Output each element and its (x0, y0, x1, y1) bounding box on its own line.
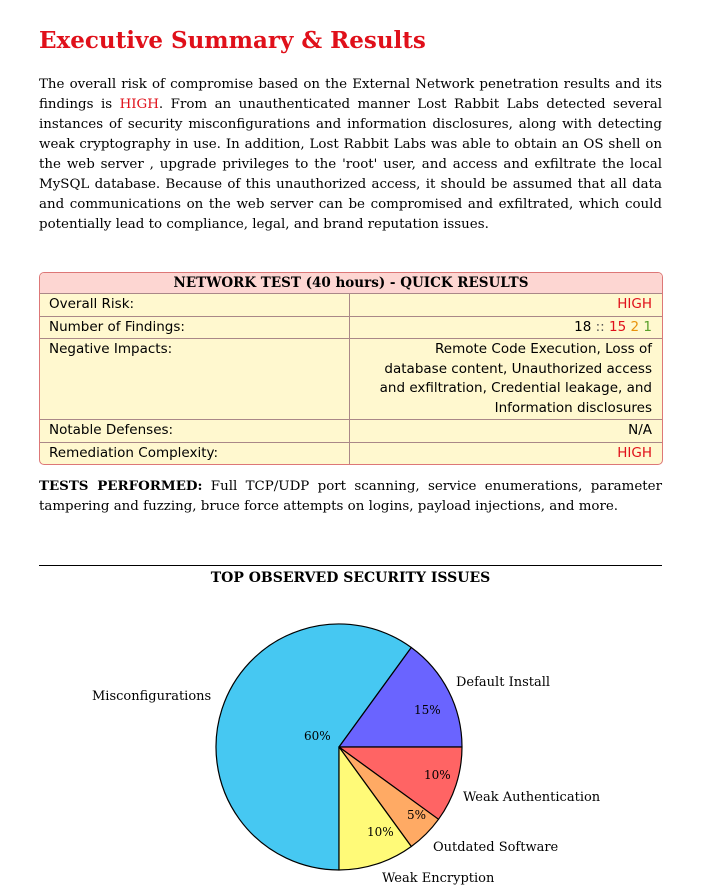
pie-percent-label: 10% (367, 825, 394, 839)
findings-low: 1 (643, 318, 652, 335)
findings-total: 18 (574, 318, 592, 335)
findings-medium: 2 (630, 318, 640, 335)
impacts-label: Negative Impacts: (40, 339, 350, 419)
pie-category-label: Default Install (456, 675, 551, 690)
overall-risk-label: Overall Risk: (40, 294, 350, 316)
pie-percent-label: 15% (414, 703, 441, 717)
quick-results-header: NETWORK TEST (40 hours) - QUICK RESULTS (40, 273, 662, 294)
findings-separator: :: (595, 318, 605, 335)
findings-label: Number of Findings: (40, 317, 350, 339)
pie-category-label: Outdated Software (433, 840, 559, 855)
pie-percent-label: 60% (304, 729, 331, 743)
defenses-label: Notable Defenses: (40, 420, 350, 442)
pie-percent-label: 10% (424, 768, 451, 782)
complexity-value: HIGH (617, 444, 652, 461)
page-title: Executive Summary & Results (39, 27, 426, 54)
summary-text-before: The overall risk of compromise based on the External Network penetration results and its findings is (39, 77, 662, 112)
overall-risk-value: HIGH (617, 296, 652, 312)
summary-risk-level: HIGH (119, 97, 159, 112)
pie-percent-label: 5% (407, 808, 427, 822)
pie-category-label: Misconfigurations (92, 689, 212, 704)
complexity-label: Remediation Complexity: (40, 443, 350, 465)
impacts-value: Remote Code Execution, Loss of database content, Unauthorized access and exfiltration, Credential leakage, and Information disclosures (379, 341, 652, 416)
chart-title: TOP OBSERVED SECURITY ISSUES (210, 570, 491, 586)
summary-text-after: . From an unauthenticated manner Lost Rabbit Labs detected several instances of security misconfigurations and information disclosures, along with detecting weak cryptography in use. In addition, Lost Rabbit Labs was able to obtain an OS shell on the web server , upgrade privileges to the 'root' user, and access and exfiltrate the local MySQL database. Because of this unauthorized access, it should be assumed that all data and communications on the web server can be compromised and exfiltrated, which could potentially lead to compliance, legal, and brand reputation issues. (39, 97, 662, 232)
findings-high: 15 (609, 318, 627, 335)
defenses-value: N/A (628, 422, 652, 438)
tests-label: TESTS PERFORMED: (39, 478, 203, 494)
pie-category-label: Weak Encryption (382, 871, 495, 886)
pie-category-label: Weak Authentication (463, 790, 601, 805)
tests-text: Full TCP/UDP port scanning, service enumerations, parameter tampering and fuzzing, bruce force attempts on logins, payload injections, and more. (39, 479, 662, 514)
